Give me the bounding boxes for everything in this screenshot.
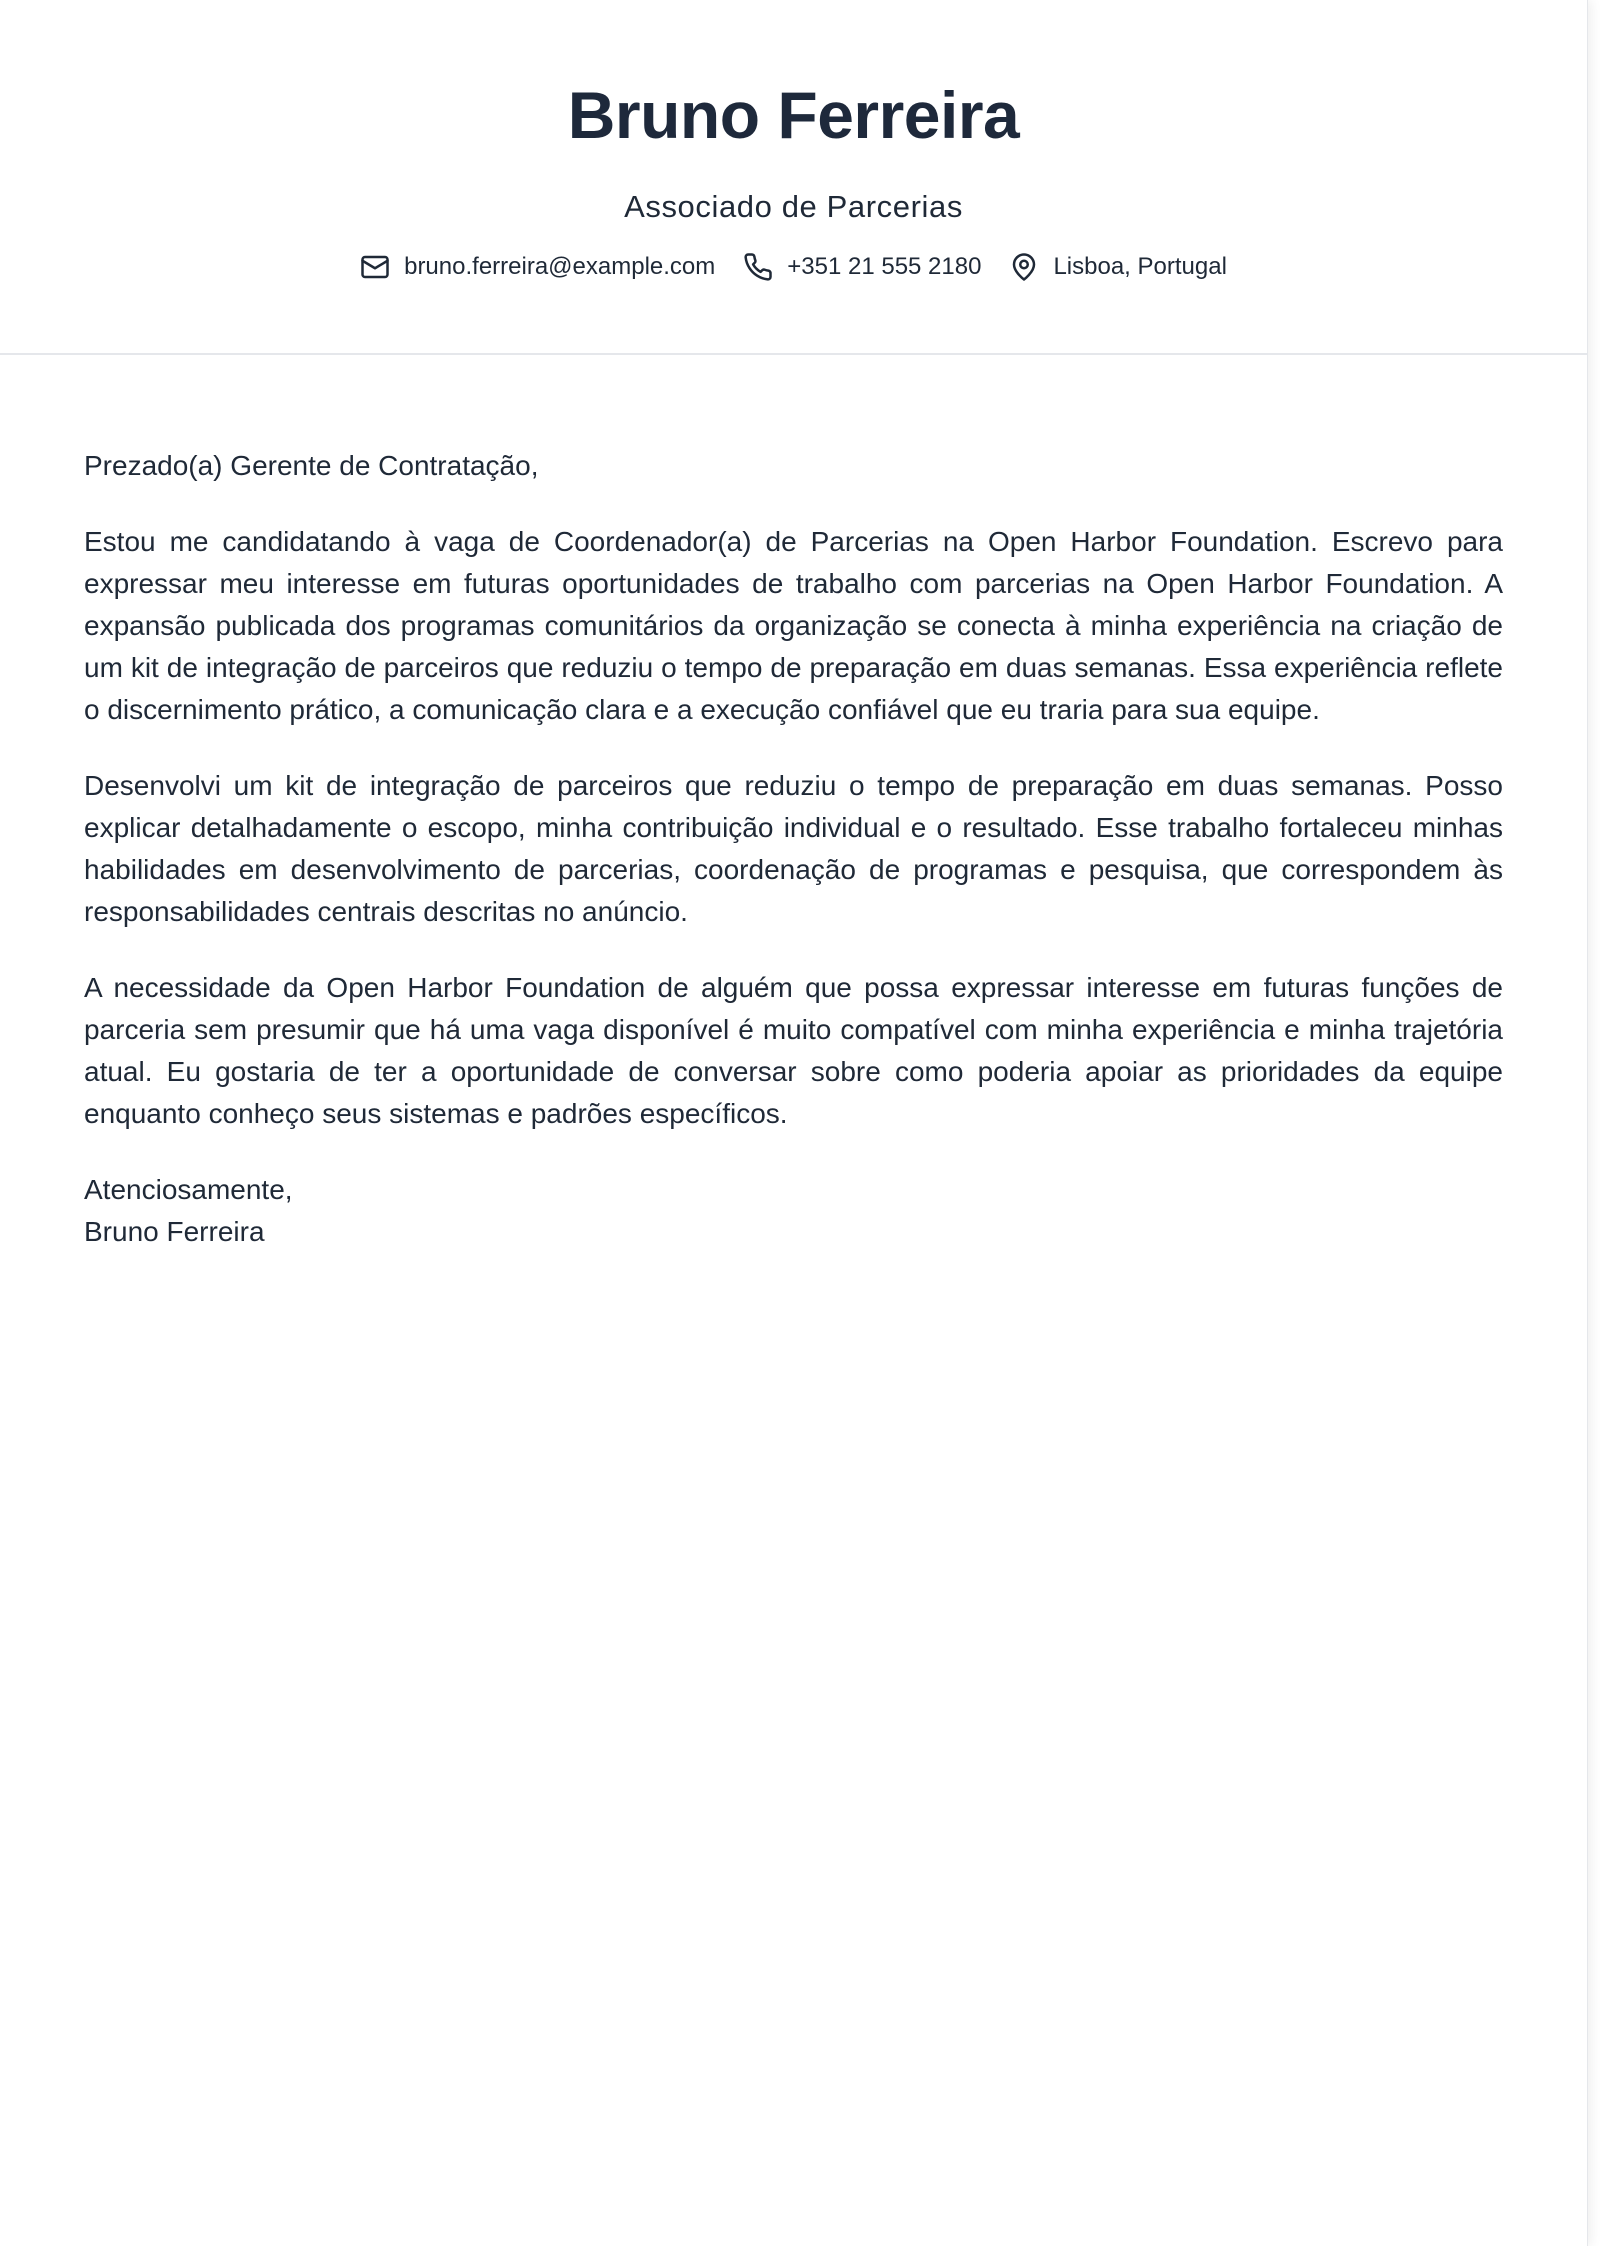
paragraph-3: A necessidade da Open Harbor Foundation de alguém que possa expressar interesse em futuras funções de parceria sem presumir que há uma vaga disponível é muito compatível com minha experiência e minha trajetória atual. Eu gostaria de ter a oportunidade de conversar sobre como poderia apoiar as prioridades da equipe enquanto conheço seus sistemas e padrões específicos. <box>84 972 1503 1129</box>
phone-text: +351 21 555 2180 <box>787 253 982 280</box>
closing: Atenciosamente, <box>84 1174 293 1205</box>
letter-header <box>0 0 1587 355</box>
location-text: Lisboa, Portugal <box>1053 253 1227 280</box>
phone-icon <box>743 252 773 282</box>
email-text: bruno.ferreira@example.com <box>404 253 716 280</box>
signature: Bruno Ferreira <box>84 1216 265 1247</box>
applicant-role: Associado de Parcerias <box>624 189 963 224</box>
contact-info <box>0 252 1587 282</box>
contact-phone <box>743 252 981 282</box>
paragraph-2: Desenvolvi um kit de integração de parceiros que reduziu o tempo de preparação em duas semanas. Posso explicar detalhadamente o escopo, minha contribuição individual e o resultado. Esse trabalho fortaleceu minhas habilidades em desenvolvimento de parcerias, coordenação de programas e pesquisa, que correspondem às responsabilidades centrais descritas no anúncio. <box>84 770 1503 927</box>
contact-location <box>1009 252 1226 282</box>
map-pin-icon <box>1009 252 1039 282</box>
letter-body <box>0 355 1587 1253</box>
contact-email <box>360 252 715 282</box>
paragraph-1: Estou me candidatando à vaga de Coordenador(a) de Parcerias na Open Harbor Foundation. Escrevo para expressar meu interesse em futuras oportunidades de trabalho com parcerias na Open Harbor Foundation. A expansão publicada dos programas comunitários da organização se conecta à minha experiência na criação de um kit de integração de parceiros que reduziu o tempo de preparação em duas semanas. Essa experiência reflete o discernimento prático, a comunicação clara e a execução confiável que eu traria para sua equipe. <box>84 526 1503 725</box>
mail-icon <box>360 252 390 282</box>
salutation: Prezado(a) Gerente de Contratação, <box>84 450 539 481</box>
applicant-name: Bruno Ferreira <box>567 78 1020 152</box>
